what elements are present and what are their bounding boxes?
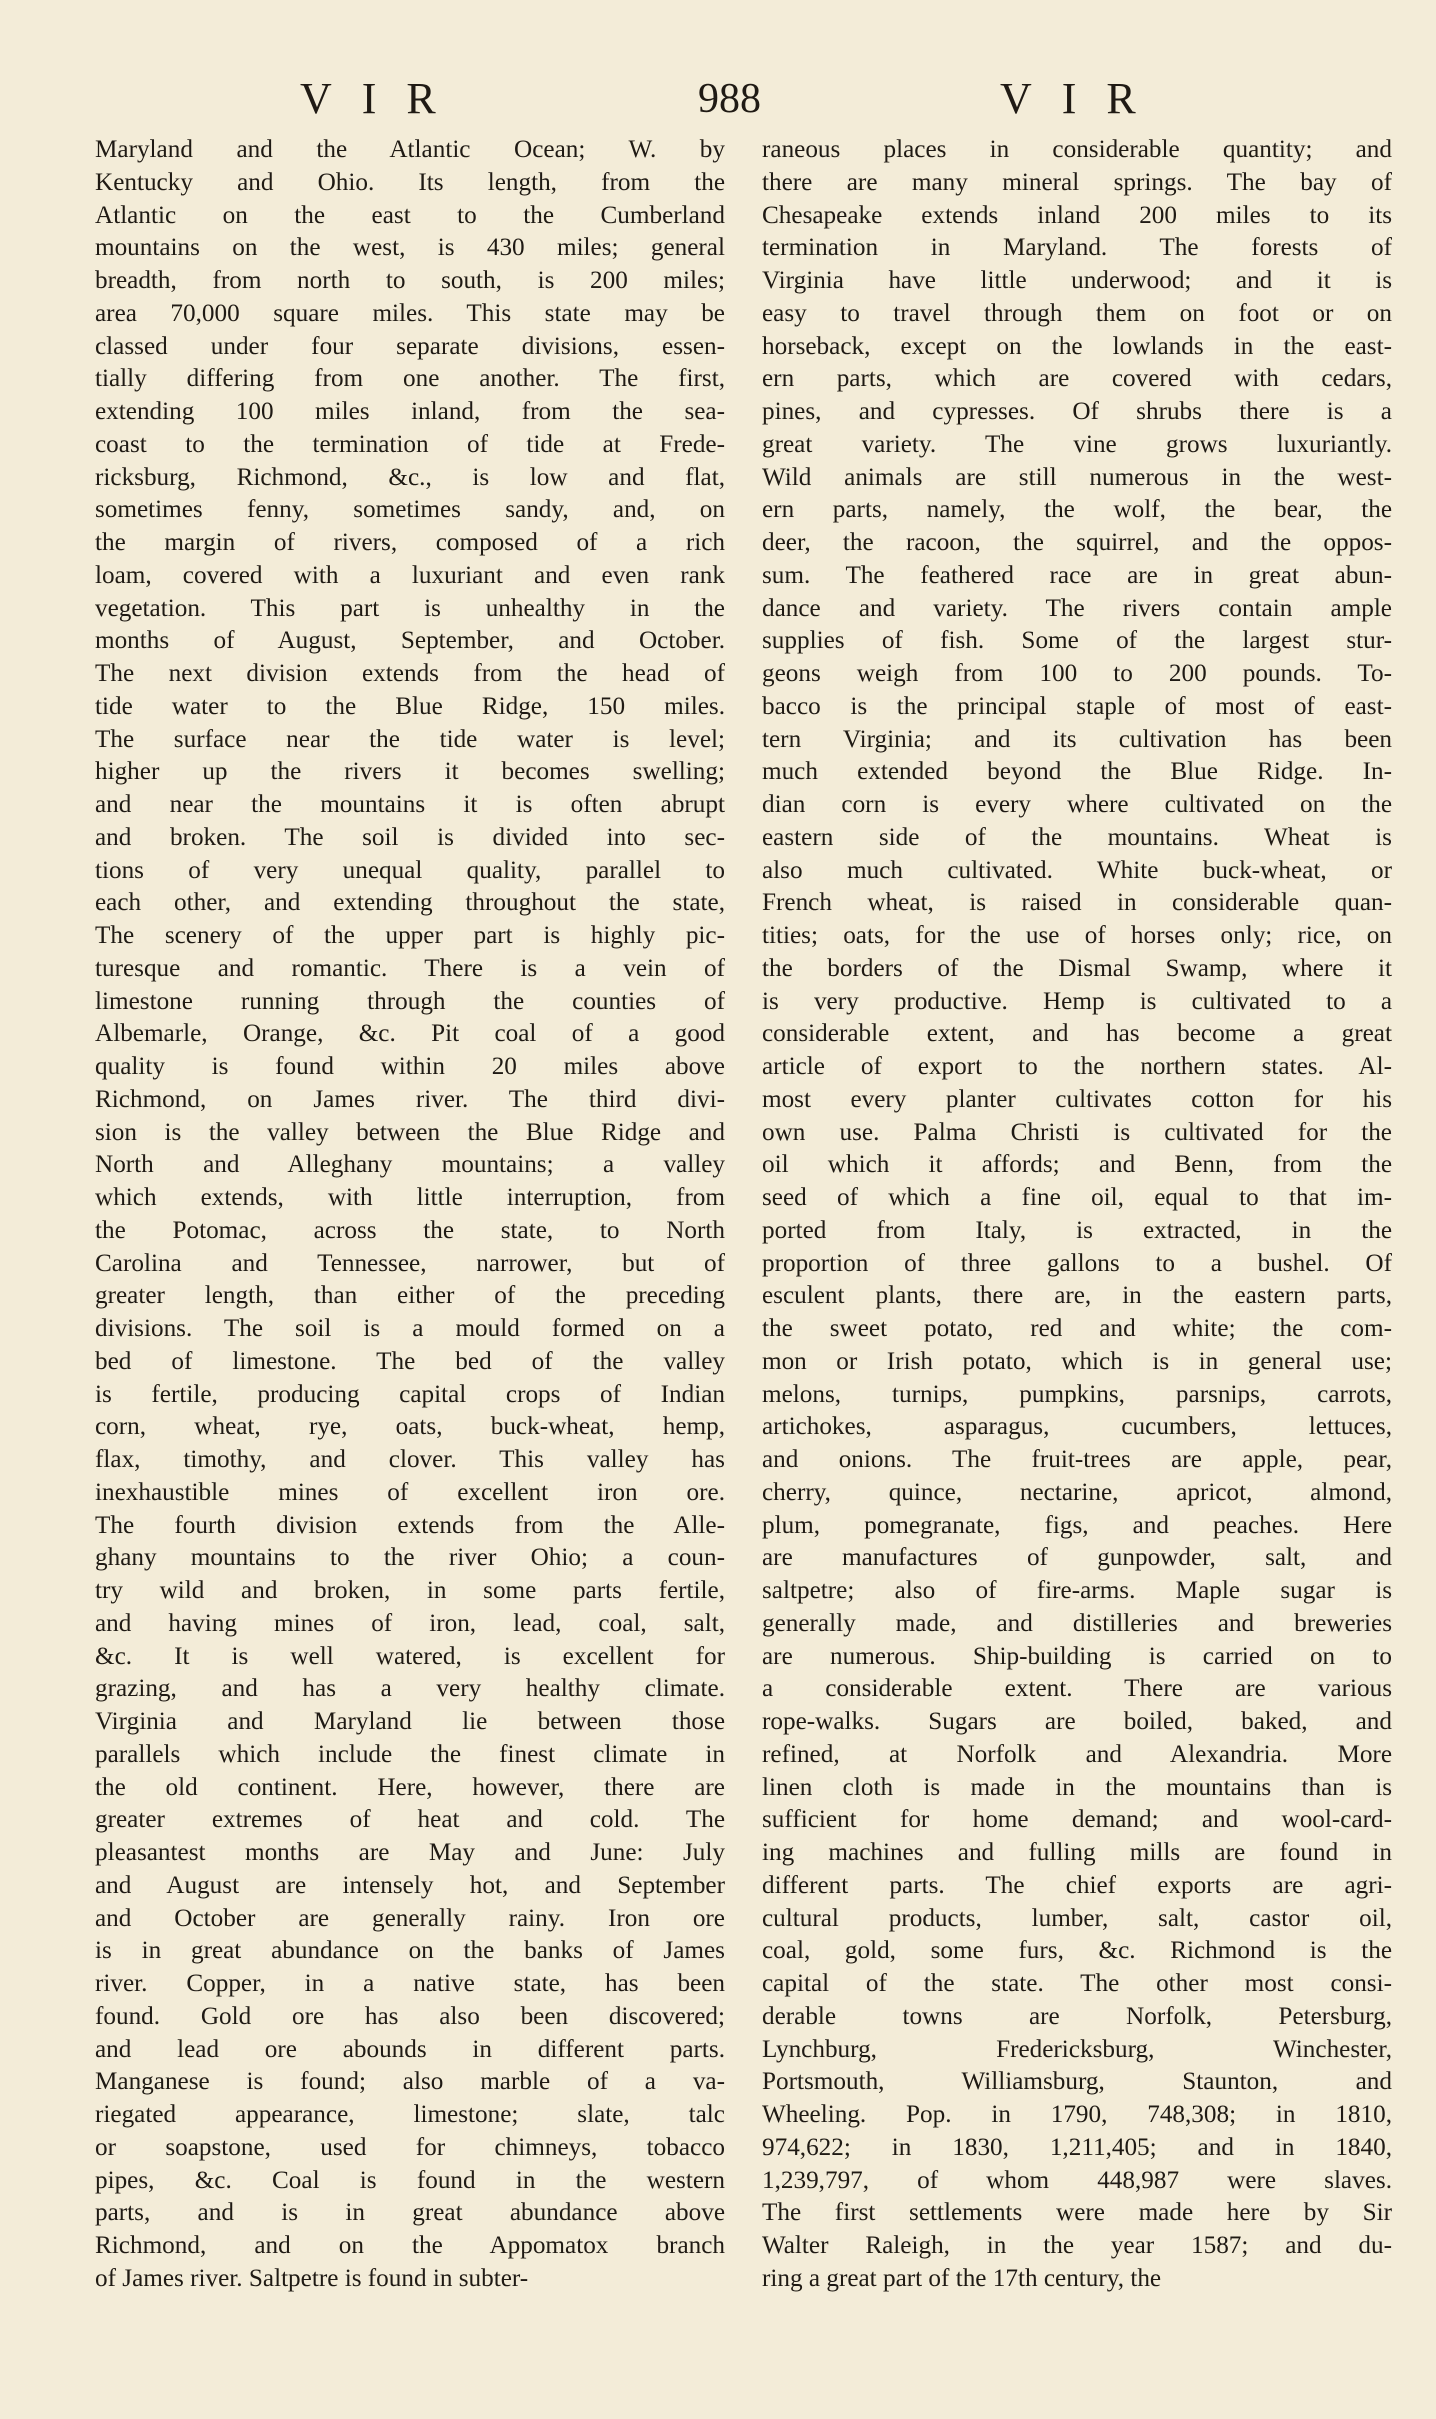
text-line: grazing, and has a very healthy climate. [95, 1675, 725, 1703]
text-line: each other, and extending throughout the state, [95, 889, 725, 917]
text-line: most every planter cultivates cotton for his [762, 1085, 1392, 1113]
text-line: and near the mountains it is often abrupt [95, 791, 725, 818]
text-line: 1,239,797, of whom 448,987 were slaves. [762, 2166, 1392, 2194]
text-line: deer, the racoon, the squirrel, and the oppos- [762, 529, 1392, 556]
text-line: Walter Raleigh, in the year 1587; and du- [762, 2232, 1392, 2259]
text-line: Manganese is found; also marble of a va- [95, 2068, 725, 2096]
text-line: try wild and broken, in some parts fertile, [95, 1577, 725, 1604]
text-line: months of August, September, and October. [95, 627, 725, 655]
text-line: melons, turnips, pumpkins, parsnips, carrots, [762, 1380, 1392, 1408]
text-line: loam, covered with a luxuriant and even rank [95, 561, 725, 589]
text-line: is very productive. Hemp is cultivated to a [762, 987, 1392, 1015]
text-line: or soapstone, used for chimneys, tobacco [95, 2133, 725, 2161]
text-line: The fourth division extends from the Alle- [95, 1511, 725, 1539]
text-line: the old continent. Here, however, there are [95, 1773, 725, 1801]
text-line: The first settlements were made here by Sir [762, 2199, 1392, 2227]
text-line: breadth, from north to south, is 200 miles; [95, 267, 725, 294]
text-line: eastern side of the mountains. Wheat is [762, 823, 1392, 851]
text-line: is fertile, producing capital crops of Indian [95, 1380, 725, 1408]
text-line: sufficient for home demand; and wool-card- [762, 1806, 1392, 1834]
text-line: and October are generally rainy. Iron ore [95, 1904, 725, 1932]
text-line: which extends, with little interruption, from [95, 1184, 725, 1211]
text-line: Wild animals are still numerous in the west- [762, 463, 1392, 491]
page-number: 988 [698, 76, 761, 122]
text-line: horseback, except on the lowlands in the east- [762, 332, 1392, 360]
text-line: Carolina and Tennessee, narrower, but of [95, 1249, 725, 1277]
text-line: Albemarle, Orange, &c. Pit coal of a good [95, 1020, 725, 1048]
text-line: coast to the termination of tide at Frede- [95, 430, 725, 458]
text-line: pines, and cypresses. Of shrubs there is a [762, 398, 1392, 425]
header-right-abbrev: VIR [1000, 74, 1166, 123]
text-line: classed under four separate divisions, essen- [95, 332, 725, 360]
text-line: is in great abundance on the banks of James [95, 1937, 725, 1965]
text-line: derable towns are Norfolk, Petersburg, [762, 2002, 1392, 2030]
text-line: proportion of three gallons to a bushel. Of [762, 1249, 1392, 1277]
text-line: North and Alleghany mountains; a valley [95, 1151, 725, 1179]
text-line: different parts. The chief exports are agri- [762, 1871, 1392, 1899]
text-line: Virginia have little underwood; and it is [762, 267, 1392, 294]
text-line: flax, timothy, and clover. This valley has [95, 1446, 725, 1473]
text-line: greater extremes of heat and cold. The [95, 1806, 725, 1834]
text-line: limestone running through the counties of [95, 987, 725, 1015]
text-line: cherry, quince, nectarine, apricot, almond, [762, 1478, 1392, 1506]
text-line: higher up the rivers it becomes swelling; [95, 758, 725, 786]
text-line: Wheeling. Pop. in 1790, 748,308; in 1810, [762, 2101, 1392, 2128]
text-line: found. Gold ore has also been discovered; [95, 2002, 725, 2030]
text-line: cultural products, lumber, salt, castor oil, [762, 1904, 1392, 1932]
text-line: ern parts, which are covered with cedars, [762, 365, 1392, 393]
text-line: sion is the valley between the Blue Ridge and [95, 1118, 725, 1146]
text-line: parallels which include the finest climate in [95, 1740, 725, 1768]
text-line: esculent plants, there are, in the eastern parts, [762, 1282, 1392, 1310]
text-line: corn, wheat, rye, oats, buck-wheat, hemp, [95, 1413, 725, 1441]
text-line: dian corn is every where cultivated on the [762, 791, 1392, 818]
text-line: and onions. The fruit-trees are apple, pear, [762, 1446, 1392, 1473]
text-line: &c. It is well watered, is excellent for [95, 1642, 725, 1670]
text-line: tern Virginia; and its cultivation has been [762, 725, 1392, 753]
text-line: inexhaustible mines of excellent iron ore. [95, 1478, 725, 1506]
text-line: generally made, and distilleries and breweries [762, 1609, 1392, 1637]
text-line: extending 100 miles inland, from the sea- [95, 398, 725, 425]
text-line: sum. The feathered race are in great abun- [762, 561, 1392, 589]
text-line: ern parts, namely, the wolf, the bear, the [762, 496, 1392, 524]
text-line: termination in Maryland. The forests of [762, 234, 1392, 262]
text-line: Lynchburg, Fredericksburg, Winchester, [762, 2035, 1392, 2063]
text-line: Atlantic on the east to the Cumberland [95, 201, 725, 229]
text-line: parts, and is in great abundance above [95, 2199, 725, 2227]
text-line: mon or Irish potato, which is in general use; [762, 1347, 1392, 1375]
text-line: turesque and romantic. There is a vein of [95, 954, 725, 982]
text-line: Richmond, and on the Appomatox branch [95, 2232, 725, 2259]
text-line: greater length, than either of the preceding [95, 1282, 725, 1310]
text-line: considerable extent, and has become a great [762, 1020, 1392, 1048]
text-line: pipes, &c. Coal is found in the western [95, 2166, 725, 2194]
text-line: and having mines of iron, lead, coal, salt, [95, 1609, 725, 1637]
text-line: ricksburg, Richmond, &c., is low and flat, [95, 463, 725, 491]
text-line: there are many mineral springs. The bay of [762, 168, 1392, 196]
text-line: French wheat, is raised in considerable quan- [762, 889, 1392, 917]
text-line: oil which it affords; and Benn, from the [762, 1151, 1392, 1179]
text-line: and broken. The soil is divided into sec- [95, 823, 725, 851]
text-line: are manufactures of gunpowder, salt, and [762, 1544, 1392, 1572]
text-line: the sweet potato, red and white; the com- [762, 1315, 1392, 1342]
text-line: tide water to the Blue Ridge, 150 miles. [95, 692, 725, 720]
text-line: sometimes fenny, sometimes sandy, and, on [95, 496, 725, 524]
text-line: linen cloth is made in the mountains than is [762, 1773, 1392, 1801]
text-line: of James river. Saltpetre is found in subter- [95, 2264, 529, 2292]
text-line: 974,622; in 1830, 1,211,405; and in 1840, [762, 2133, 1392, 2161]
text-line: geons weigh from 100 to 200 pounds. To- [762, 660, 1392, 687]
text-line: The next division extends from the head of [95, 660, 725, 687]
text-line: easy to travel through them on foot or on [762, 299, 1392, 327]
text-line: The surface near the tide water is level; [95, 725, 725, 753]
header-left-abbrev: VIR [300, 74, 466, 123]
text-line: saltpetre; also of fire-arms. Maple sugar is [762, 1577, 1392, 1604]
text-line: river. Copper, in a native state, has been [95, 1970, 725, 1997]
text-line: mountains on the west, is 430 miles; general [95, 234, 725, 262]
text-line: also much cultivated. White buck-wheat, or [762, 856, 1392, 884]
text-line: great variety. The vine grows luxuriantly. [762, 430, 1392, 458]
text-line: vegetation. This part is unhealthy in the [95, 594, 725, 622]
text-line: plum, pomegranate, figs, and peaches. Here [762, 1511, 1392, 1539]
text-line: bacco is the principal staple of most of east- [762, 692, 1392, 720]
text-line: Maryland and the Atlantic Ocean; W. by [95, 136, 725, 163]
text-line: dance and variety. The rivers contain ample [762, 594, 1392, 622]
text-line: capital of the state. The other most consi- [762, 1970, 1392, 1997]
text-line: pleasantest months are May and June: July [95, 1839, 725, 1866]
text-line: are numerous. Ship-building is carried on to [762, 1642, 1392, 1670]
left-text-column [95, 134, 725, 2296]
text-line: the margin of rivers, composed of a rich [95, 529, 725, 556]
text-line: Chesapeake extends inland 200 miles to its [762, 201, 1392, 229]
text-line: bed of limestone. The bed of the valley [95, 1347, 725, 1375]
text-line: ghany mountains to the river Ohio; a coun- [95, 1544, 725, 1572]
text-line: divisions. The soil is a mould formed on a [95, 1315, 725, 1342]
text-line: supplies of fish. Some of the largest stur- [762, 627, 1392, 655]
text-line: a considerable extent. There are various [762, 1675, 1392, 1703]
text-line: Richmond, on James river. The third divi- [95, 1085, 725, 1113]
text-line: raneous places in considerable quantity; and [762, 136, 1392, 163]
text-line: own use. Palma Christi is cultivated for the [762, 1118, 1392, 1146]
text-line: tially differing from one another. The first, [95, 365, 725, 393]
text-line: much extended beyond the Blue Ridge. In- [762, 758, 1392, 786]
text-line: ported from Italy, is extracted, in the [762, 1216, 1392, 1244]
text-line: Virginia and Maryland lie between those [95, 1708, 725, 1735]
text-line: artichokes, asparagus, cucumbers, lettuces, [762, 1413, 1392, 1441]
text-line: quality is found within 20 miles above [95, 1053, 725, 1080]
text-line: the borders of the Dismal Swamp, where it [762, 954, 1392, 982]
running-header [0, 64, 1436, 134]
text-line: tities; oats, for the use of horses only; rice, on [762, 922, 1392, 949]
text-line: ring a great part of the 17th century, the [762, 2264, 1162, 2292]
text-line: rope-walks. Sugars are boiled, baked, and [762, 1708, 1392, 1735]
text-line: Portsmouth, Williamsburg, Staunton, and [762, 2068, 1392, 2096]
text-line: Kentucky and Ohio. Its length, from the [95, 168, 725, 196]
right-text-column [762, 134, 1392, 2296]
text-line: tions of very unequal quality, parallel to [95, 856, 725, 884]
text-line: ing machines and fulling mills are found in [762, 1839, 1392, 1866]
text-line: The scenery of the upper part is highly pic- [95, 922, 725, 949]
text-line: riegated appearance, limestone; slate, talc [95, 2101, 725, 2128]
text-line: the Potomac, across the state, to North [95, 1216, 725, 1244]
text-line: and lead ore abounds in different parts. [95, 2035, 725, 2063]
text-line: seed of which a fine oil, equal to that im- [762, 1184, 1392, 1211]
text-line: article of export to the northern states. Al- [762, 1053, 1392, 1080]
text-line: area 70,000 square miles. This state may be [95, 299, 725, 327]
text-line: coal, gold, some furs, &c. Richmond is the [762, 1937, 1392, 1965]
text-line: and August are intensely hot, and September [95, 1871, 725, 1899]
text-line: refined, at Norfolk and Alexandria. More [762, 1740, 1392, 1768]
